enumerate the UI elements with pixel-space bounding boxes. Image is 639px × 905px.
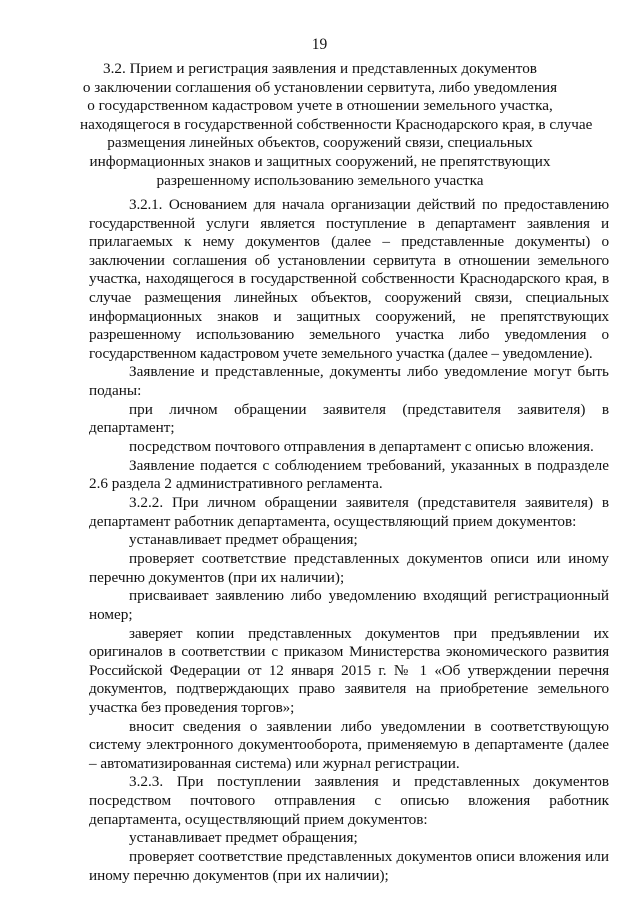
heading-line: находящегося в государственной собственности Краснодарского края, в случае xyxy=(80,115,593,133)
list-item: при личном обращении заявителя (представителя заявителя) в департамент; xyxy=(89,400,609,437)
document-body xyxy=(89,196,609,885)
page-number: 19 xyxy=(311,36,328,53)
section-heading xyxy=(80,60,593,190)
heading-line: размещения линейных объектов, сооружений связи, специальных xyxy=(107,134,533,152)
list-item: вносит сведения о заявлении либо уведомлении в соответствующую систему электронного документооборота, применяемую в департаменте (далее – автоматизированная система) или журнал регистрации. xyxy=(89,717,609,772)
list-item: устанавливает предмет обращения; xyxy=(129,829,358,847)
list-item: заверяет копии представленных документов при предъявлении их оригиналов в соответствии с приказом Министерства экономического развития Российской Федерации от 12 января 2015 г. № 1 «Об утверждении перечня документов, подтверждающих право заявителя на приобретение земельного участка без проведения торгов»; xyxy=(89,624,609,716)
heading-line: 3.2. Прием и регистрация заявления и представленных документов xyxy=(103,60,537,77)
list-item: проверяет соответствие представленных документов описи или иному перечню документов (при их наличии); xyxy=(89,549,609,586)
list-item: присваивает заявлению либо уведомлению входящий регистрационный номер; xyxy=(89,587,609,623)
list-item: посредством почтового отправления в департамент с описью вложения. xyxy=(129,438,594,455)
paragraph: Заявление и представленные, документы либо уведомление могут быть поданы: xyxy=(89,363,609,400)
heading-line: разрешенному использованию земельного участка xyxy=(156,171,484,189)
heading-line: о заключении соглашения об установлении сервитута, либо уведомления xyxy=(82,78,558,96)
heading-line: информационных знаков и защитных сооружений, не препятствующих xyxy=(89,152,551,170)
heading-line: о государственном кадастровом учете в отношении земельного участка, xyxy=(87,97,553,115)
paragraph-3-2-1: 3.2.1. Основанием для начала организации действий по предоставлению государственной услуги является поступление в департамент заявления и прилагаемых к нему документов (далее – представленные документы) о заключении соглашения об установлении сервитута в отношении земельного участка, находящегося в государственной собственности Краснодарского края, в случае размещения линейных объектов, сооружений связи, специальных информационных знаков и защитных сооружений, не препятствующих разрешенному использованию земельного участка либо уведомления о государственном кадастровом учете земельного участка (далее – уведомление). xyxy=(89,196,609,362)
paragraph-3-2-3: 3.2.3. При поступлении заявления и представленных документов посредством почтового отправления с описью вложения работник департамента, осуществляющий прием документов: xyxy=(89,773,609,828)
paragraph: Заявление подается с соблюдением требований, указанных в подразделе 2.6 раздела 2 административного регламента. xyxy=(89,456,609,493)
list-item: проверяет соответствие представленных документов описи вложения или иному перечню документов (при их наличии); xyxy=(89,848,609,884)
list-item: устанавливает предмет обращения; xyxy=(129,531,358,549)
paragraph-3-2-2: 3.2.2. При личном обращении заявителя (представителя заявителя) в департамент работник департамента, осуществляющий прием документов: xyxy=(89,493,609,530)
